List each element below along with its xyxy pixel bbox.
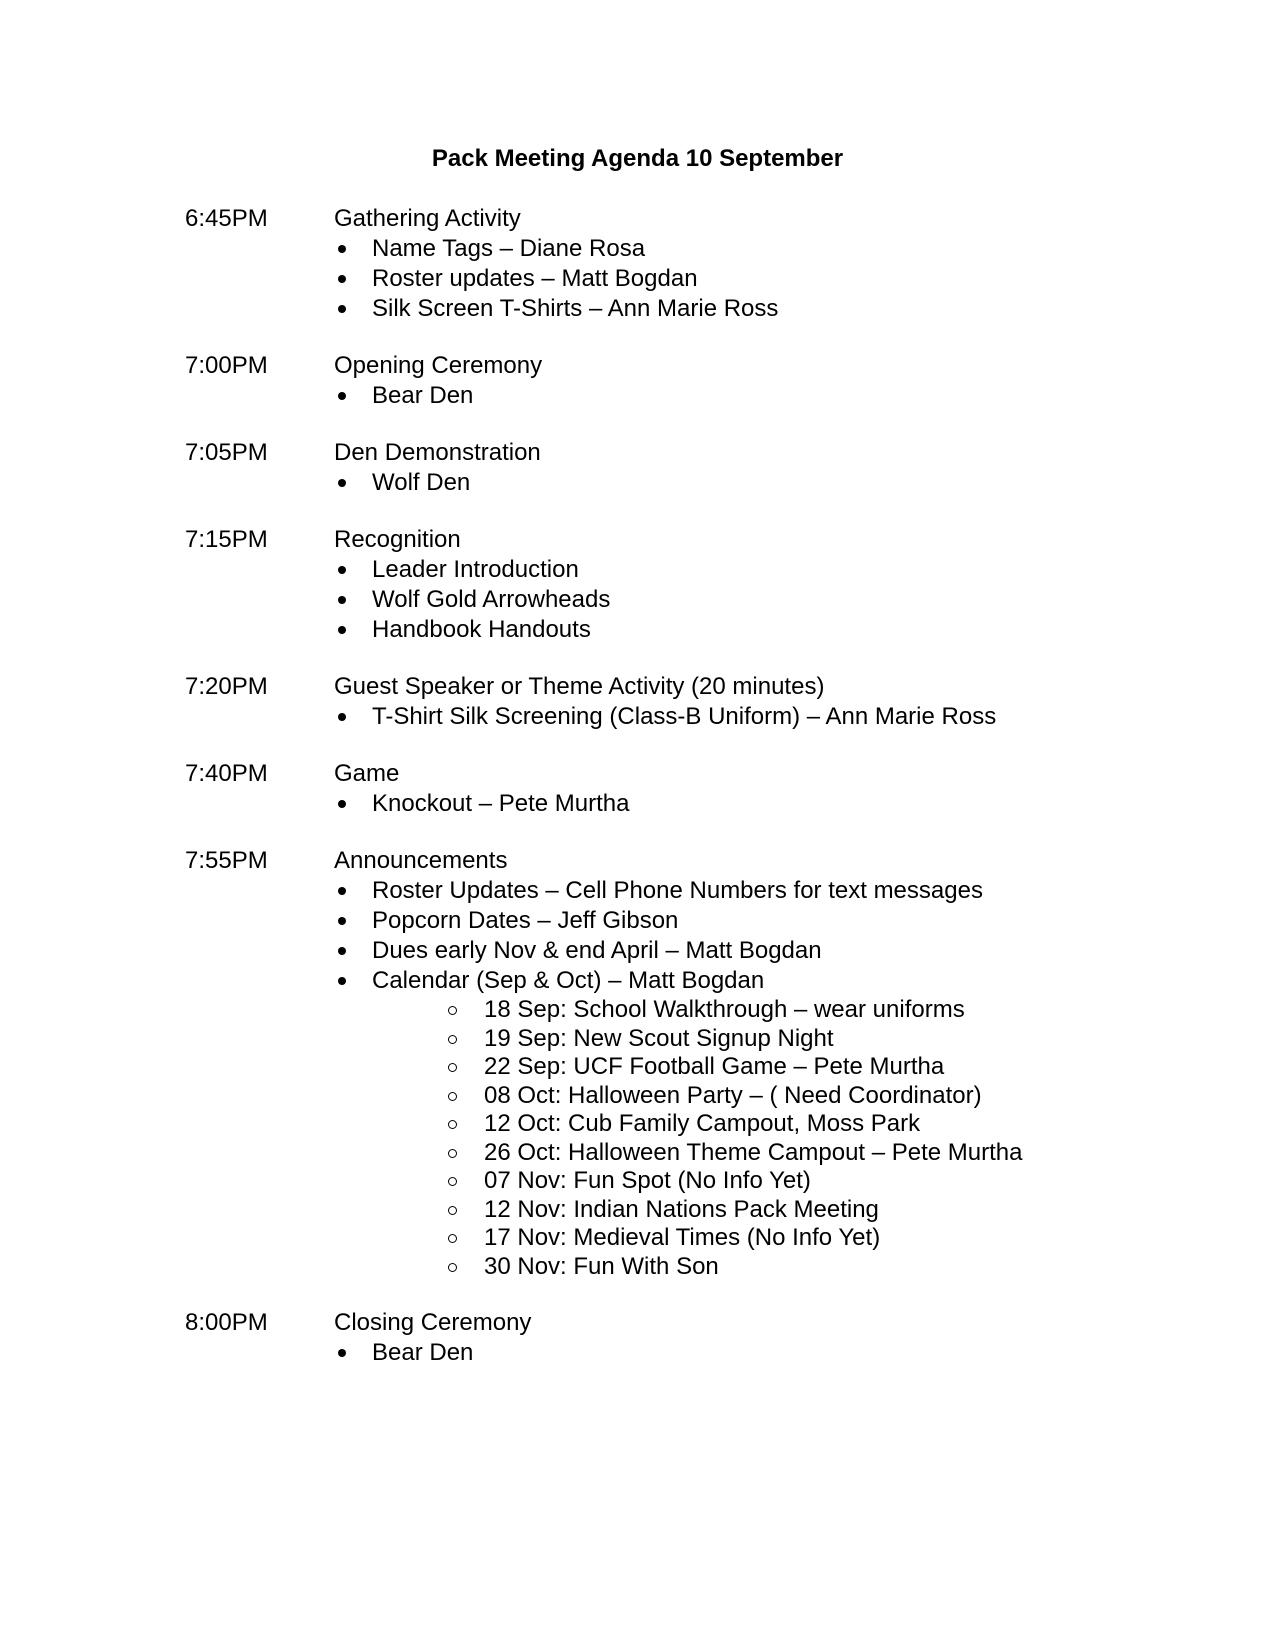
sub-list-item xyxy=(446,1196,1185,1225)
list-item xyxy=(334,906,1185,936)
list-item-text: Silk Screen T-Shirts – Ann Marie Ross xyxy=(372,295,779,322)
agenda-section xyxy=(185,204,1185,324)
section-heading: Opening Ceremony xyxy=(334,352,543,379)
bullet-icon xyxy=(338,245,346,253)
list-item xyxy=(334,615,1185,645)
circle-bullet-icon xyxy=(448,1234,457,1243)
section-heading: Game xyxy=(334,760,400,787)
sub-list-item-text: 30 Nov: Fun With Son xyxy=(484,1252,719,1280)
list-item-text: Dues early Nov & end April – Matt Bogdan xyxy=(372,937,822,964)
section-items xyxy=(334,876,1185,996)
bullet-icon xyxy=(338,392,346,400)
bullet-icon xyxy=(338,713,346,721)
bullet-icon xyxy=(338,275,346,283)
list-item-text: T-Shirt Silk Screening (Class-B Uniform) – Ann Marie Ross xyxy=(372,703,997,730)
sub-list-item-text: 22 Sep: UCF Football Game – Pete Murtha xyxy=(484,1053,945,1080)
section-items xyxy=(334,381,1185,411)
list-item-text: Wolf Den xyxy=(372,469,471,496)
sub-list-item-text: 17 Nov: Medieval Times (No Info Yet) xyxy=(484,1224,881,1251)
circle-bullet-icon xyxy=(448,1006,457,1015)
sub-list-item-text: 12 Nov: Indian Nations Pack Meeting xyxy=(484,1195,879,1223)
section-time: 7:55PM xyxy=(185,847,268,874)
agenda xyxy=(185,204,1185,1395)
sub-list-item xyxy=(446,1224,1185,1253)
sub-list-item-text: 26 Oct: Halloween Theme Campout – Pete Murtha xyxy=(484,1138,1023,1166)
bullet-icon xyxy=(338,626,346,634)
sub-list-item xyxy=(446,996,1185,1025)
section-time: 7:00PM xyxy=(185,352,268,379)
section-time: 7:40PM xyxy=(185,760,268,787)
circle-bullet-icon xyxy=(448,1206,457,1215)
list-item xyxy=(334,936,1185,966)
list-item xyxy=(334,789,1185,819)
section-heading: Guest Speaker or Theme Activity (20 minutes) xyxy=(334,673,825,700)
list-item xyxy=(334,381,1185,411)
bullet-icon xyxy=(338,566,346,574)
sub-list-item xyxy=(446,1053,1185,1082)
list-item-text: Bear Den xyxy=(372,1339,474,1366)
bullet-icon xyxy=(338,917,346,925)
bullet-icon xyxy=(338,800,346,808)
agenda-section xyxy=(185,759,1185,819)
section-heading: Recognition xyxy=(334,526,461,553)
sub-list-item xyxy=(446,1110,1185,1139)
circle-bullet-icon xyxy=(448,1092,457,1101)
circle-bullet-icon xyxy=(448,1063,457,1072)
sub-list-item-text: 08 Oct: Halloween Party – ( Need Coordinator) xyxy=(484,1081,982,1109)
circle-bullet-icon xyxy=(448,1035,457,1044)
list-item-text: Wolf Gold Arrowheads xyxy=(372,586,611,613)
sub-list-item xyxy=(446,1167,1185,1196)
section-time: 7:15PM xyxy=(185,526,268,553)
calendar-subitems xyxy=(446,996,1185,1281)
agenda-section xyxy=(185,846,1185,1281)
section-time: 8:00PM xyxy=(185,1309,268,1336)
section-time: 6:45PM xyxy=(185,205,268,232)
circle-bullet-icon xyxy=(448,1177,457,1186)
sub-list-item-text: 12 Oct: Cub Family Campout, Moss Park xyxy=(484,1110,921,1137)
bullet-icon xyxy=(338,1349,346,1357)
section-time: 7:20PM xyxy=(185,673,268,700)
bullet-icon xyxy=(338,977,346,985)
sub-list-item-text: 18 Sep: School Walkthrough – wear uniforms xyxy=(484,996,965,1023)
list-item-text: Roster Updates – Cell Phone Numbers for text messages xyxy=(372,877,983,904)
section-items xyxy=(334,1338,1185,1368)
sub-list-item xyxy=(446,1025,1185,1054)
list-item-text: Knockout – Pete Murtha xyxy=(372,790,630,817)
bullet-icon xyxy=(338,479,346,487)
bullet-icon xyxy=(338,596,346,604)
list-item-text: Popcorn Dates – Jeff Gibson xyxy=(372,907,679,934)
list-item xyxy=(334,294,1185,324)
section-items xyxy=(334,789,1185,819)
list-item xyxy=(334,585,1185,615)
section-items xyxy=(334,468,1185,498)
agenda-section xyxy=(185,438,1185,498)
section-heading: Gathering Activity xyxy=(334,205,521,232)
sub-list-item xyxy=(446,1253,1185,1282)
list-item xyxy=(334,264,1185,294)
sub-list-item xyxy=(446,1139,1185,1168)
bullet-icon xyxy=(338,305,346,313)
sub-list-item xyxy=(446,1082,1185,1111)
section-items xyxy=(334,702,1185,732)
list-item xyxy=(334,702,1185,732)
list-item-text: Roster updates – Matt Bogdan xyxy=(372,265,698,292)
agenda-section xyxy=(185,1308,1185,1368)
list-item-text: Bear Den xyxy=(372,382,474,409)
section-heading: Announcements xyxy=(334,847,508,874)
list-item xyxy=(334,555,1185,585)
section-items xyxy=(334,234,1185,324)
section-heading: Closing Ceremony xyxy=(334,1309,532,1336)
section-heading: Den Demonstration xyxy=(334,439,541,466)
list-item-text: Handbook Handouts xyxy=(372,616,591,643)
list-item-text: Calendar (Sep & Oct) – Matt Bogdan xyxy=(372,967,765,994)
page-title: Pack Meeting Agenda 10 September xyxy=(431,145,844,172)
list-item xyxy=(334,966,1185,996)
agenda-section xyxy=(185,672,1185,732)
sub-list-item-text: 07 Nov: Fun Spot (No Info Yet) xyxy=(484,1167,811,1194)
list-item-text: Leader Introduction xyxy=(372,556,579,583)
agenda-section xyxy=(185,525,1185,645)
list-item-text: Name Tags – Diane Rosa xyxy=(372,235,646,262)
list-item xyxy=(334,468,1185,498)
section-time: 7:05PM xyxy=(185,439,268,466)
circle-bullet-icon xyxy=(448,1263,457,1272)
bullet-icon xyxy=(338,947,346,955)
circle-bullet-icon xyxy=(448,1149,457,1158)
list-item xyxy=(334,876,1185,906)
list-item xyxy=(334,234,1185,264)
circle-bullet-icon xyxy=(448,1120,457,1129)
bullet-icon xyxy=(338,887,346,895)
agenda-section xyxy=(185,351,1185,411)
sub-list-item-text: 19 Sep: New Scout Signup Night xyxy=(484,1024,834,1052)
section-items xyxy=(334,555,1185,645)
list-item xyxy=(334,1338,1185,1368)
